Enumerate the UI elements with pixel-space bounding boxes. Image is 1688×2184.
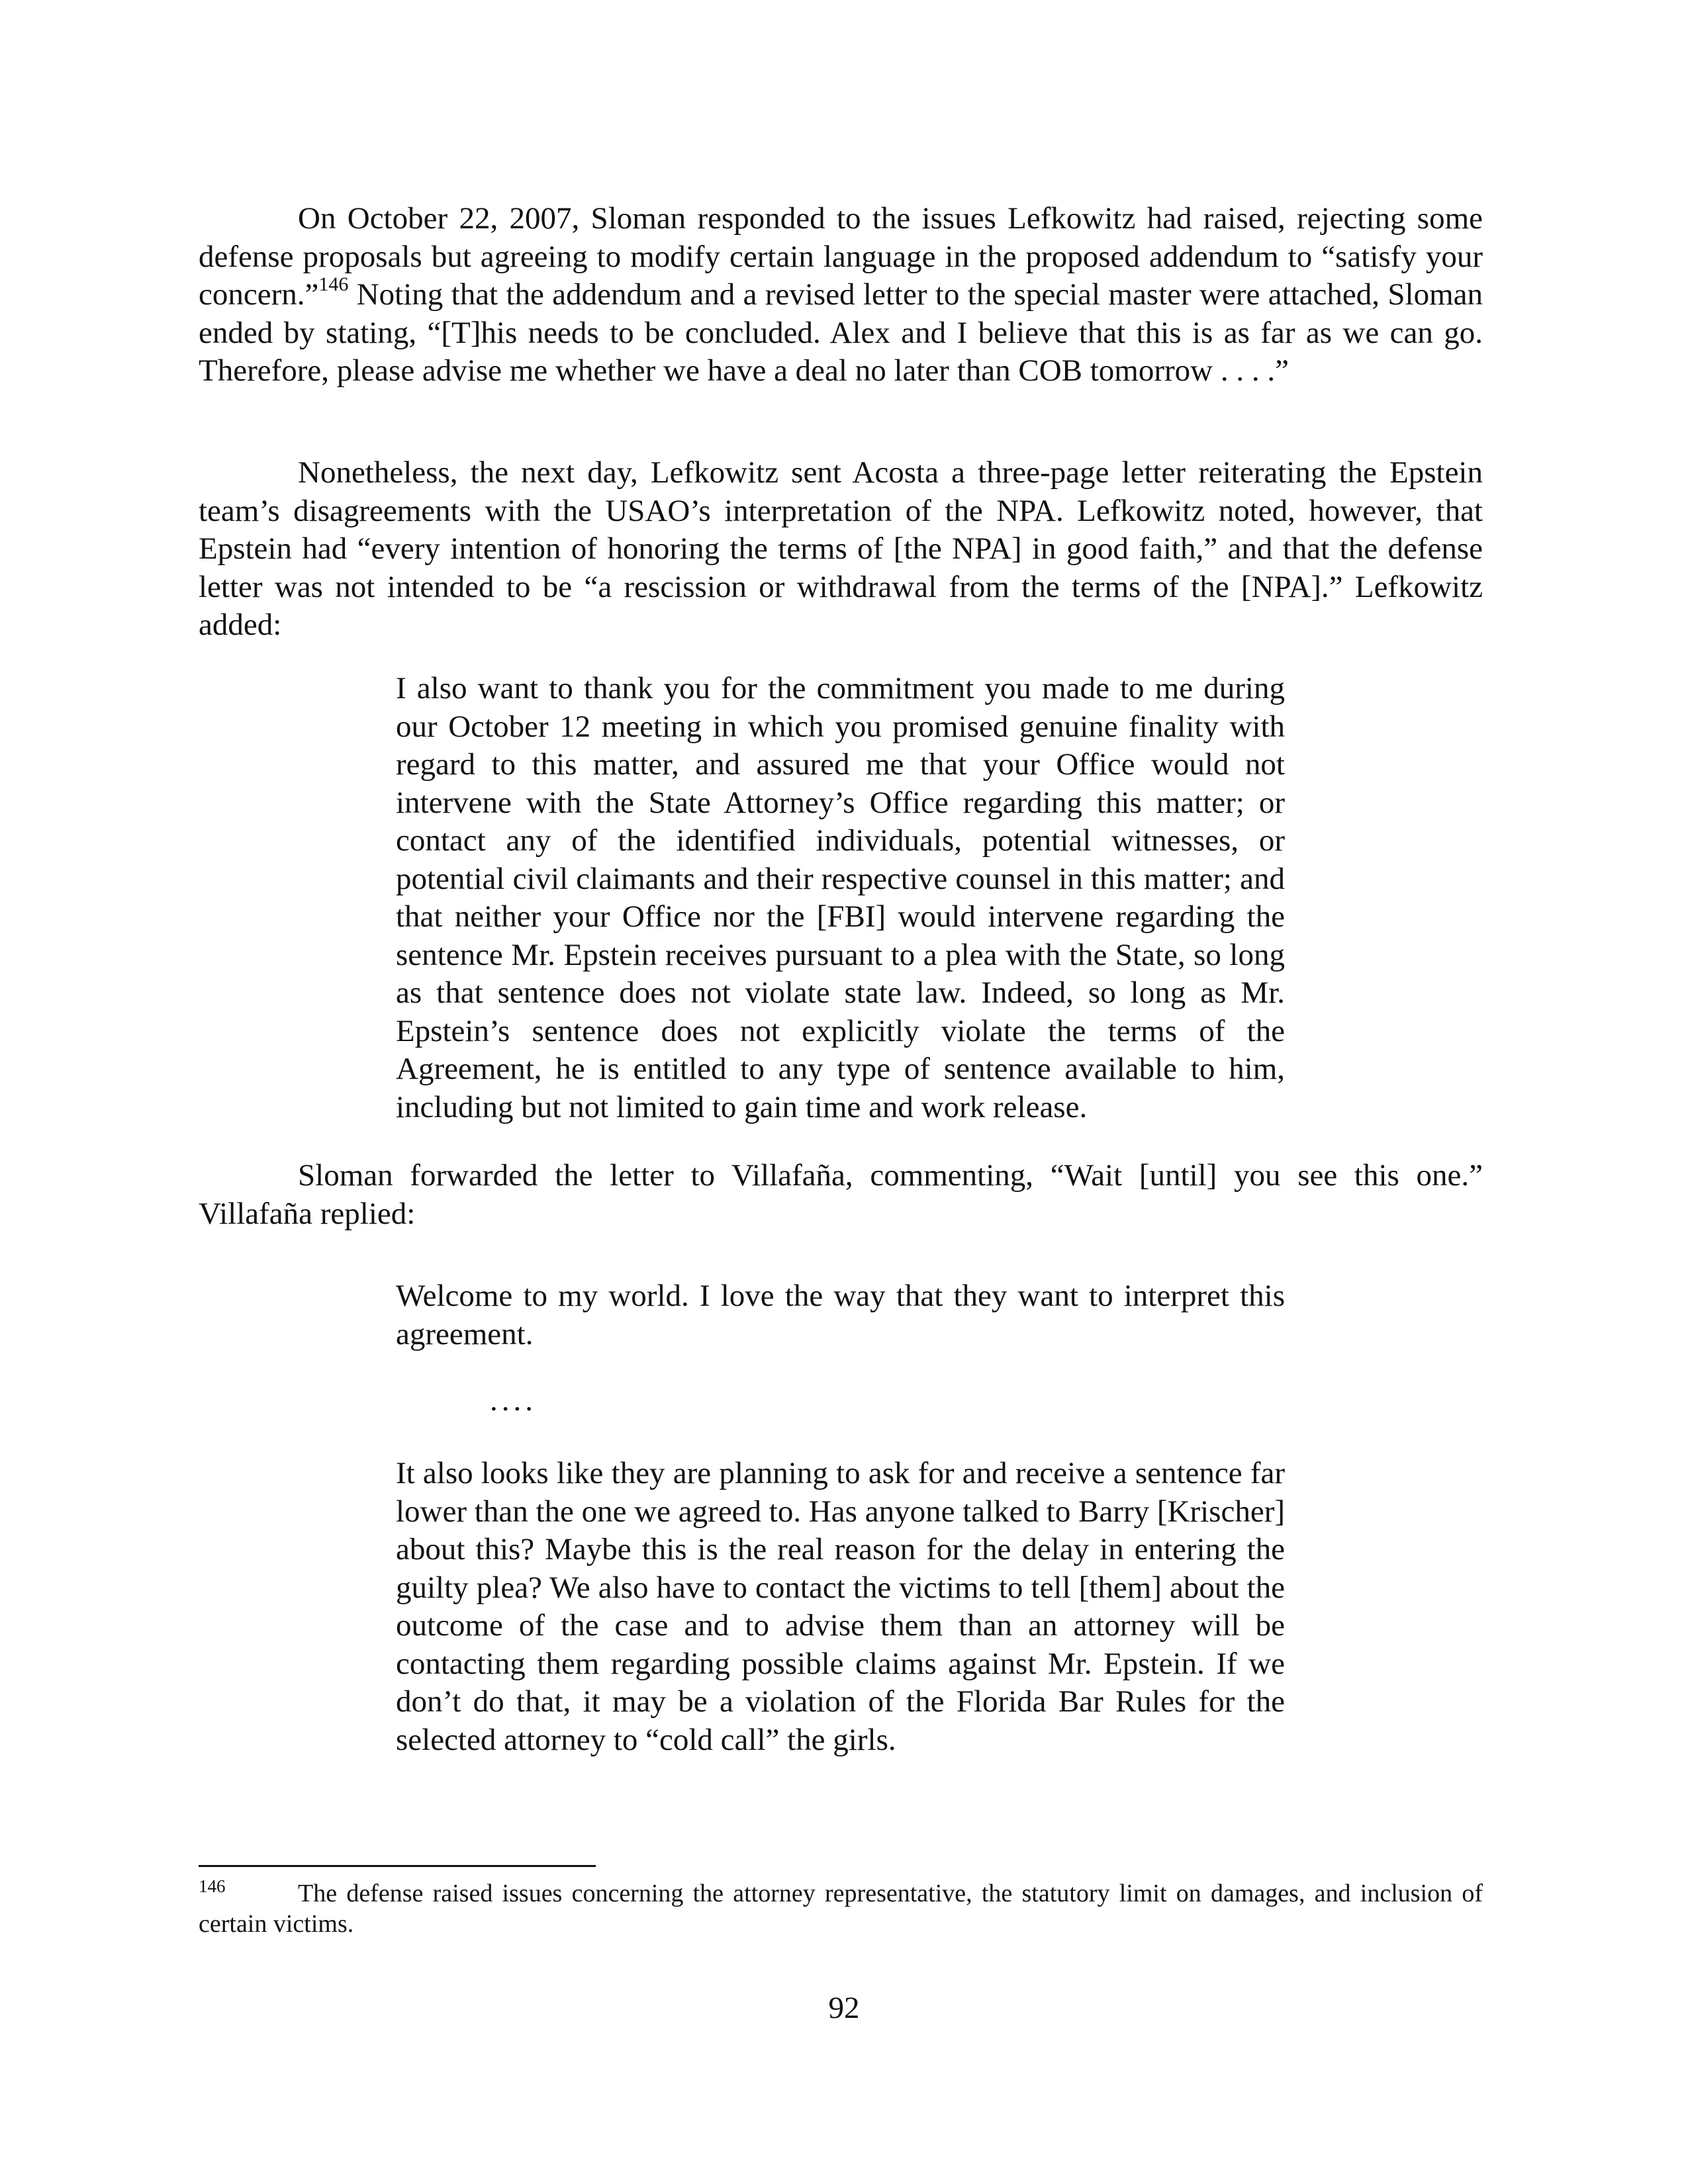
paragraph-text: On October 22, 2007, Sloman responded to the issues Lefkowitz had raised, rejecting some defense proposals but agreeing to modify certain language in the proposed addendum to “satisfy your concern.”: [199, 201, 1483, 312]
page-number: 92: [828, 1991, 860, 2025]
paragraph-lefkowitz-letter: Nonetheless, the next day, Lefkowitz sent Acosta a three-page letter reiterating the Epstein team’s disagreements with the USAO’s interpretation of the NPA. Lefkowitz noted, however, that Epstein had “every intention of honoring the terms of [the NPA] in good faith,” and that the defense letter was not intended to be “a rescission or withdrawal from the terms of the [NPA].” Lefkowitz added:: [199, 455, 1483, 642]
paragraph-sloman-response: [199, 200, 1483, 390]
block-quote-villafana-continued: It also looks like they are planning to ask for and receive a sentence far lower than the one we agreed to. Has anyone talked to Barry [Krischer] about this? Maybe this is the real reason for the delay in entering the guilty plea? We also have to contact the victims to tell [them] about the outcome of the case and to advise them than an attorney will be contacting them regarding possible claims against Mr. Epstein. If we don’t do that, it may be a violation of the Florida Bar Rules for the selected attorney to “cold call” the girls.: [396, 1456, 1285, 1757]
paragraph-text: Noting that the addendum and a revised letter to the special master were attached, Sloman ended by stating, “[T]his needs to be concluded. Alex and I believe that this is as far as we can go. Therefore, please advise me whether we have a deal no later than COB tomorrow . . . .”: [199, 277, 1483, 388]
block-quote-lefkowitz: I also want to thank you for the commitment you made to me during our October 12 meeting in which you promised genuine finality with regard to this matter, and assured me that your Office would not intervene with the State Attorney’s Office regarding this matter; or contact any of the identified individuals, potential witnesses, or potential civil claimants and their respective counsel in this matter; and that neither your Office nor the [FBI] would intervene regarding the sentence Mr. Epstein receives pursuant to a plea with the State, so long as that sentence does not violate state law. Indeed, so long as Mr. Epstein’s sentence does not explicitly violate the terms of the Agreement, he is entitled to any type of sentence available to him, including but not limited to gain time and work release.: [396, 671, 1285, 1124]
footnote-reference: 146: [318, 273, 349, 296]
block-quote-villafana-opening: Welcome to my world. I love the way that they want to interpret this agreement.: [396, 1279, 1285, 1351]
footnote-text: The defense raised issues concerning the attorney representative, the statutory limit on damages, and inclusion of certain victims.: [199, 1880, 1483, 1938]
quote-ellipsis: ....: [490, 1383, 537, 1418]
footnote: 146 The defense raised issues concerning the attorney representative, the statutory limit on damages, and inclusion of certain victims.: [199, 1876, 1483, 1938]
footnote-divider: [199, 1865, 596, 1867]
paragraph-villafana-reply: Sloman forwarded the letter to Villafaña, commenting, “Wait [until] you see this one.” Villafaña replied:: [199, 1158, 1483, 1231]
